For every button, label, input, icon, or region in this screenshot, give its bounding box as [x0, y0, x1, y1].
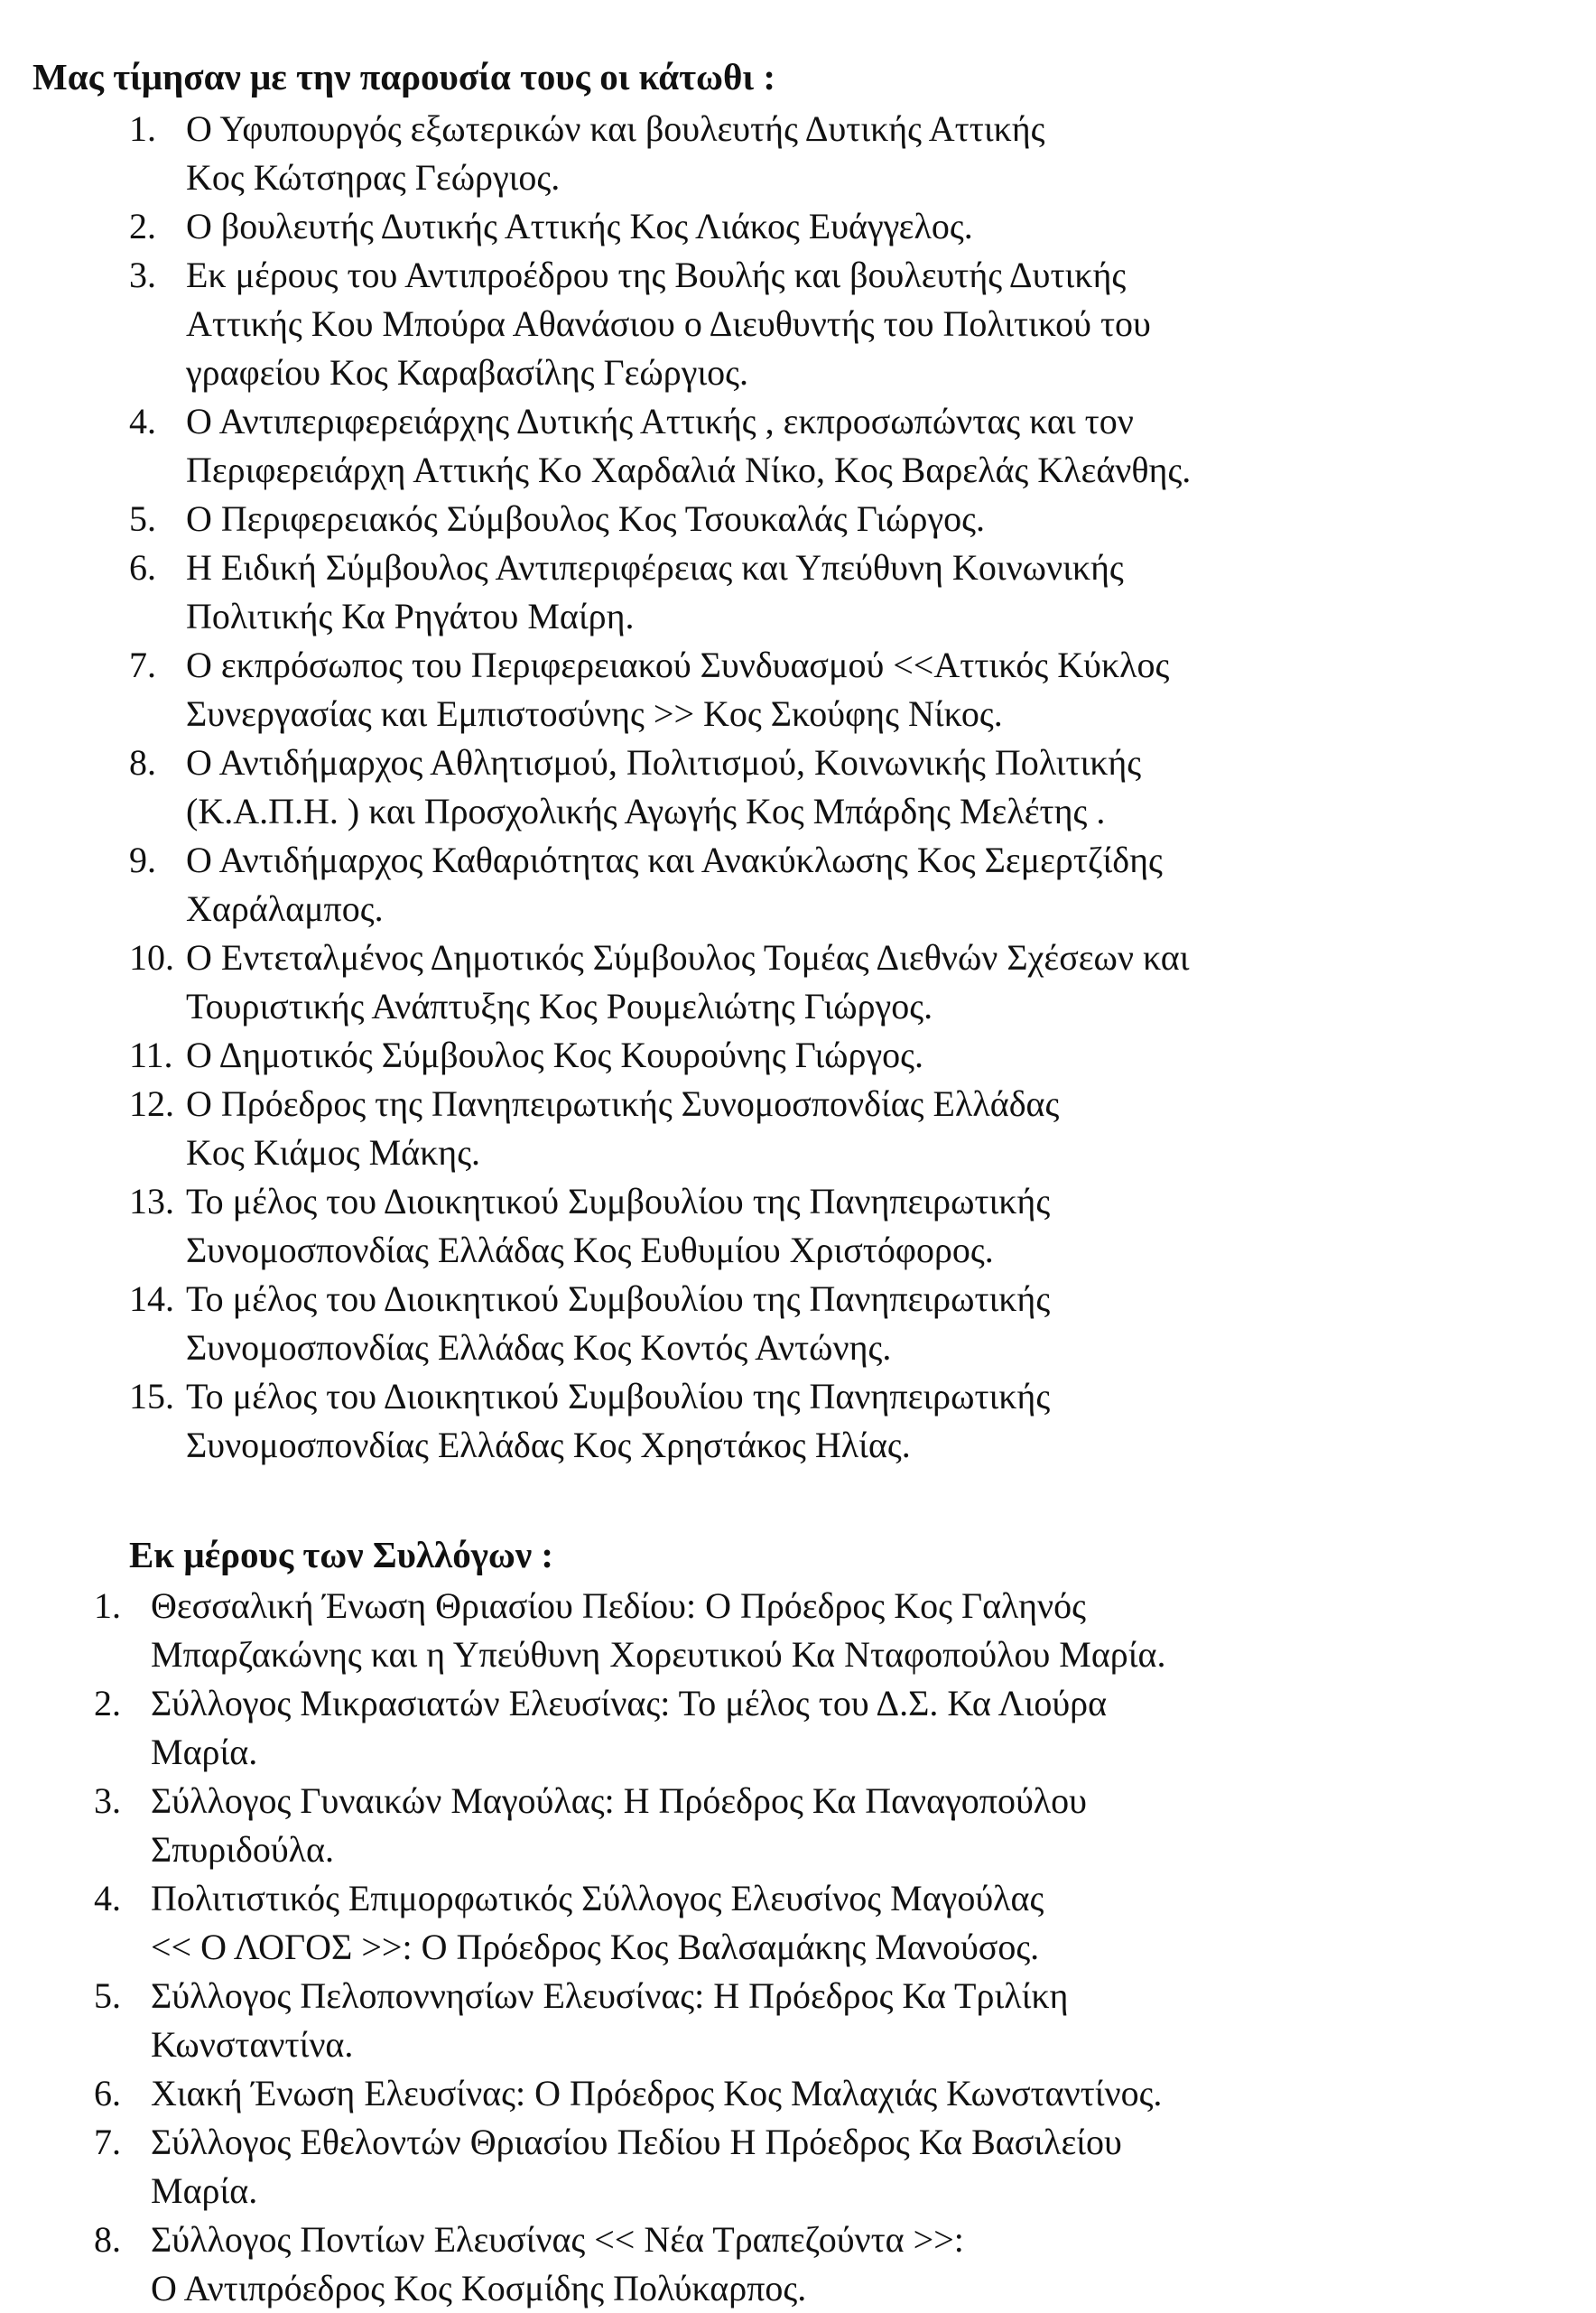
list-item-text-line: Ο Περιφερειακός Σύμβουλος Κος Τσουκαλάς Γιώργος.	[186, 498, 985, 539]
list-item-text-line: Το μέλος του Διοικητικού Συμβουλίου της Πανηπειρωτικής	[186, 1376, 1051, 1417]
list-item-text-line: Ο Υφυπουργός εξωτερικών και βουλευτής Δυτικής Αττικής	[186, 108, 1045, 149]
list-item-number: 11.	[129, 1035, 173, 1075]
list-item-number: 13.	[129, 1181, 174, 1222]
list-item-text-line: Μαρία.	[151, 2170, 258, 2211]
list-item-text-line: Ο Πρόεδρος της Πανηπειρωτικής Συνομοσπονδίας Ελλάδας	[186, 1083, 1060, 1124]
list-item-number: 8.	[94, 2219, 121, 2260]
list-item-text-line: Ο Εντεταλμένος Δημοτικός Σύμβουλος Τομέας Διεθνών Σχέσεων και	[186, 937, 1190, 978]
list-item-text-line: γραφείου Κος Καραβασίλης Γεώργιος.	[186, 352, 748, 393]
list-item-number: 6.	[129, 547, 156, 588]
association-item	[94, 2118, 1538, 2215]
list-item-text-line: Το μέλος του Διοικητικού Συμβουλίου της Πανηπειρωτικής	[186, 1181, 1051, 1222]
attendee-item	[129, 105, 1537, 202]
list-item-text-line: Σύλλογος Γυναικών Μαγούλας: Η Πρόεδρος Κα Παναγοπούλου	[151, 1780, 1087, 1821]
association-item	[94, 1874, 1538, 1972]
attendee-item	[129, 836, 1537, 934]
association-item	[94, 1777, 1538, 1874]
attendees-list	[129, 105, 1537, 1470]
attendee-item	[129, 1080, 1537, 1177]
list-item-number: 2.	[129, 206, 156, 246]
association-item	[94, 2215, 1538, 2313]
list-item-number: 5.	[129, 498, 156, 539]
associations-list	[94, 1582, 1538, 2313]
attendee-item	[129, 738, 1537, 836]
attendee-item	[129, 202, 1537, 251]
list-item-text-line: Ο Αντιδήμαρχος Καθαριότητας και Ανακύκλωσης Κος Σεμερτζίδης	[186, 840, 1163, 880]
list-item-text-line: Περιφερειάρχη Αττικής Κο Χαρδαλιά Νίκο, Κος Βαρελάς Κλεάνθης.	[186, 450, 1192, 490]
list-item-text-line: Μπαρζακώνης και η Υπεύθυνη Χορευτικού Κα Νταφοπούλου Μαρία.	[151, 1634, 1166, 1675]
list-item-text-line: Ο Αντιπεριφερειάρχης Δυτικής Αττικής , εκπροσωπώντας και τον	[186, 401, 1134, 441]
list-item-text-line: Συνομοσπονδίας Ελλάδας Κος Ευθυμίου Χριστόφορος.	[186, 1230, 994, 1270]
list-item-text-line: Ο Αντιδήμαρχος Αθλητισμού, Πολιτισμού, Κοινωνικής Πολιτικής	[186, 742, 1142, 783]
attendee-item	[129, 934, 1537, 1031]
list-item-text-line: Ο Αντιπρόεδρος Κος Κοσμίδης Πολύκαρπος.	[151, 2268, 807, 2308]
association-item	[94, 2069, 1538, 2118]
list-item-text-line: Σπυριδούλα.	[151, 1829, 335, 1870]
list-item-text-line: Πολιτικής Κα Ρηγάτου Μαίρη.	[186, 596, 635, 636]
attendee-item	[129, 1031, 1537, 1080]
association-item	[94, 1582, 1538, 1679]
attendee-item	[129, 641, 1537, 738]
list-item-number: 4.	[94, 1878, 121, 1918]
list-item-number: 3.	[94, 1780, 121, 1821]
list-item-text-line: Συνεργασίας και Εμπιστοσύνης >> Κος Σκούφης Νίκος.	[186, 693, 1003, 734]
list-item-number: 12.	[129, 1083, 174, 1124]
list-item-number: 10.	[129, 937, 174, 978]
list-item-number: 4.	[129, 401, 156, 441]
list-item-text-line: Κος Κιάμος Μάκης.	[186, 1132, 481, 1173]
list-item-text-line: Συνομοσπονδίας Ελλάδας Κος Κοντός Αντώνης.	[186, 1327, 892, 1368]
list-item-text-line: Το μέλος του Διοικητικού Συμβουλίου της Πανηπειρωτικής	[186, 1278, 1051, 1319]
list-item-text-line: (Κ.Α.Π.Η. ) και Προσχολικής Αγωγής Κος Μπάρδης Μελέτης .	[186, 791, 1106, 831]
list-item-text-line: Μαρία.	[151, 1732, 258, 1772]
list-item-text-line: Κος Κώτσηρας Γεώργιος.	[186, 157, 561, 198]
list-item-number: 15.	[129, 1376, 174, 1417]
attendee-item	[129, 397, 1537, 495]
attendee-item	[129, 1372, 1537, 1470]
list-item-number: 7.	[94, 2122, 121, 2162]
list-item-text-line: Κωνσταντίνα.	[151, 2024, 354, 2065]
list-item-text-line: Χαράλαμπος.	[186, 888, 384, 929]
list-item-text-line: Σύλλογος Εθελοντών Θριασίου Πεδίου Η Πρόεδρος Κα Βασιλείου	[151, 2122, 1122, 2162]
attendee-item	[129, 251, 1537, 397]
list-item-number: 5.	[94, 1975, 121, 2016]
attendee-item	[129, 495, 1537, 543]
list-item-text-line: Εκ μέρους του Αντιπροέδρου της Βουλής και βουλευτής Δυτικής	[186, 255, 1127, 295]
association-item	[94, 1679, 1538, 1777]
association-item	[94, 1972, 1538, 2069]
list-item-text-line: Ο Δημοτικός Σύμβουλος Κος Κουρούνης Γιώργος.	[186, 1035, 923, 1075]
list-item-number: 14.	[129, 1278, 174, 1319]
list-item-text-line: Θεσσαλική Ένωση Θριασίου Πεδίου: Ο Πρόεδρος Κος Γαληνός	[151, 1585, 1086, 1626]
list-item-text-line: Ο βουλευτής Δυτικής Αττικής Κος Λιάκος Ευάγγελος.	[186, 206, 973, 246]
list-item-text-line: Πολιτιστικός Επιμορφωτικός Σύλλογος Ελευσίνος Μαγούλας	[151, 1878, 1044, 1918]
list-item-text-line: << Ο ΛΟΓΟΣ >>: Ο Πρόεδρος Κος Βαλσαμάκης Μανούσος.	[151, 1927, 1040, 1967]
list-item-number: 1.	[129, 108, 156, 149]
attendee-item	[129, 543, 1537, 641]
list-item-text-line: Ο εκπρόσωπος του Περιφερειακού Συνδυασμού <<Αττικός Κύκλος	[186, 645, 1170, 685]
list-item-number: 2.	[94, 1683, 121, 1723]
list-item-text-line: Σύλλογος Πελοποννησίων Ελευσίνας: Η Πρόεδρος Κα Τριλίκη	[151, 1975, 1069, 2016]
list-item-text-line: Η Ειδική Σύμβουλος Αντιπεριφέρειας και Υπεύθυνη Κοινωνικής	[186, 547, 1124, 588]
list-item-text-line: Σύλλογος Μικρασιατών Ελευσίνας: Το μέλος του Δ.Σ. Κα Λιούρα	[151, 1683, 1108, 1723]
list-item-text-line: Αττικής Κου Μπούρα Αθανάσιου ο Διευθυντής του Πολιτικού του	[186, 303, 1151, 344]
list-item-number: 7.	[129, 645, 156, 685]
attendee-item	[129, 1275, 1537, 1372]
list-item-number: 9.	[129, 840, 156, 880]
list-item-number: 8.	[129, 742, 156, 783]
list-item-number: 1.	[94, 1585, 121, 1626]
associations-heading: Εκ μέρους των Συλλόγων :	[129, 1534, 554, 1575]
attendees-heading: Μας τίμησαν με την παρουσία τους οι κάτωθι :	[32, 56, 776, 98]
list-item-text-line: Τουριστικής Ανάπτυξης Κος Ρουμελιώτης Γιώργος.	[186, 986, 933, 1026]
list-item-text-line: Συνομοσπονδίας Ελλάδας Κος Χρηστάκος Ηλίας.	[186, 1425, 911, 1465]
attendee-item	[129, 1177, 1537, 1275]
list-item-text-line: Χιακή Ένωση Ελευσίνας: Ο Πρόεδρος Κος Μαλαχιάς Κωνσταντίνος.	[151, 2073, 1163, 2113]
list-item-text-line: Σύλλογος Ποντίων Ελευσίνας << Νέα Τραπεζούντα >>:	[151, 2219, 964, 2260]
list-item-number: 3.	[129, 255, 156, 295]
list-item-number: 6.	[94, 2073, 121, 2113]
